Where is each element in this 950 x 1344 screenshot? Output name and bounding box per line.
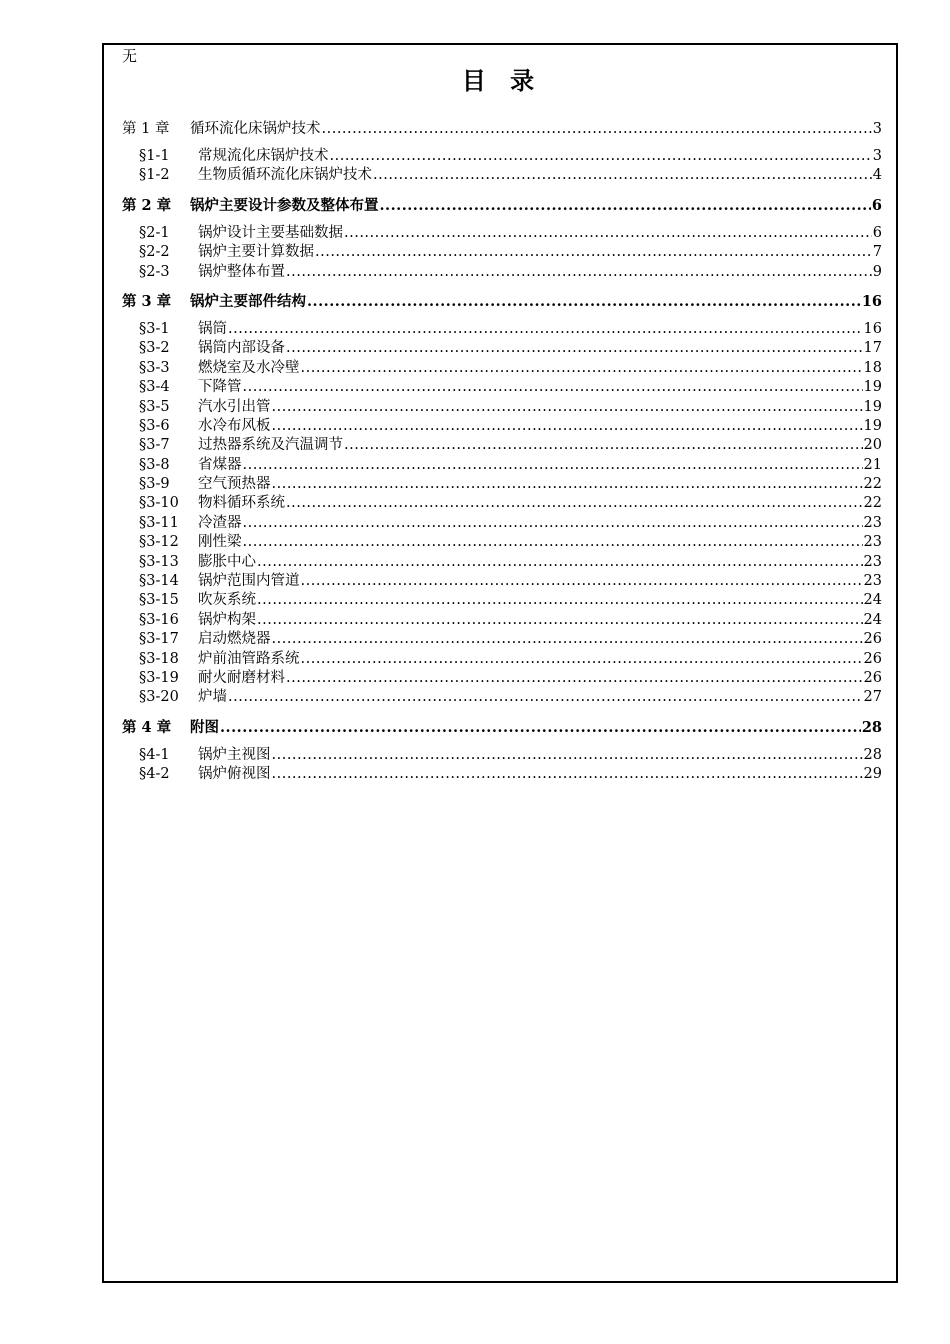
dot-leader bbox=[243, 378, 863, 397]
toc-chapter-1 bbox=[122, 118, 882, 186]
section-number: §2-2 bbox=[139, 244, 170, 261]
dot-leader bbox=[307, 291, 861, 313]
section-number: §3-7 bbox=[139, 437, 170, 454]
section-title: 锅炉主视图 bbox=[198, 746, 271, 763]
toc-section-entry[interactable] bbox=[122, 456, 882, 475]
section-title: 冷渣器 bbox=[198, 514, 242, 531]
section-number: §3-5 bbox=[139, 398, 170, 415]
toc-section-entry[interactable] bbox=[122, 765, 882, 784]
section-title: 空气预热器 bbox=[198, 476, 271, 493]
section-title: 膨胀中心 bbox=[198, 553, 256, 570]
page-number: 19 bbox=[863, 379, 882, 396]
toc-section-entry[interactable] bbox=[122, 224, 882, 243]
chapter-title: 循环流化床锅炉技术 bbox=[190, 121, 321, 137]
section-title: 燃烧室及水冷壁 bbox=[198, 359, 300, 376]
page-number: 16 bbox=[863, 320, 882, 337]
dot-leader bbox=[272, 475, 863, 494]
toc-section-entry[interactable] bbox=[122, 630, 882, 649]
dot-leader bbox=[330, 147, 872, 166]
page-number: 16 bbox=[861, 292, 882, 310]
toc-section-entry[interactable] bbox=[122, 688, 882, 707]
dot-leader bbox=[301, 359, 863, 378]
dot-leader bbox=[315, 243, 872, 262]
section-number: §3-2 bbox=[139, 340, 170, 357]
section-number: §3-17 bbox=[139, 631, 179, 648]
section-number: §3-12 bbox=[139, 534, 179, 551]
page-number: 17 bbox=[863, 340, 882, 357]
toc-section-entry[interactable] bbox=[122, 475, 882, 494]
page-number: 24 bbox=[863, 611, 882, 628]
section-title: 刚性梁 bbox=[198, 534, 242, 551]
chapter-number: 第 3 章 bbox=[122, 292, 172, 310]
dot-leader bbox=[272, 398, 863, 417]
section-number: §4-2 bbox=[139, 766, 170, 783]
section-title: 省煤器 bbox=[198, 456, 242, 473]
toc-chapter-entry[interactable] bbox=[122, 291, 882, 313]
page-number: 26 bbox=[863, 650, 882, 667]
dot-leader bbox=[257, 611, 863, 630]
chapter-number: 第 4 章 bbox=[122, 718, 172, 736]
page-number: 3 bbox=[872, 147, 882, 164]
section-title: 水冷布风板 bbox=[198, 417, 271, 434]
chapter-title: 锅炉主要设计参数及整体布置 bbox=[190, 196, 379, 214]
section-number: §3-4 bbox=[139, 379, 170, 396]
dot-leader bbox=[373, 166, 872, 185]
toc-section-entry[interactable] bbox=[122, 436, 882, 455]
dot-leader bbox=[301, 572, 863, 591]
chapter-title: 附图 bbox=[190, 718, 219, 736]
toc-section-entry[interactable] bbox=[122, 611, 882, 630]
page-number: 22 bbox=[863, 495, 882, 512]
section-title: 锅炉构架 bbox=[198, 611, 256, 628]
toc-section-entry[interactable] bbox=[122, 359, 882, 378]
toc-section-entry[interactable] bbox=[122, 263, 882, 282]
dot-leader bbox=[243, 514, 863, 533]
toc-section-entry[interactable] bbox=[122, 398, 882, 417]
toc-chapter-4 bbox=[122, 717, 882, 785]
toc-chapter-entry[interactable] bbox=[122, 717, 882, 739]
dot-leader bbox=[286, 494, 863, 513]
dot-leader bbox=[344, 436, 863, 455]
section-number: §3-1 bbox=[139, 320, 170, 337]
toc-chapter-entry[interactable] bbox=[122, 195, 882, 217]
dot-leader bbox=[220, 717, 861, 739]
toc-section-entry[interactable] bbox=[122, 591, 882, 610]
page-number: 7 bbox=[872, 244, 882, 261]
section-number: §3-14 bbox=[139, 573, 179, 590]
toc-section-entry[interactable] bbox=[122, 378, 882, 397]
dot-leader bbox=[286, 339, 863, 358]
chapter-title: 锅炉主要部件结构 bbox=[190, 292, 306, 310]
dot-leader bbox=[286, 669, 863, 688]
dot-leader bbox=[257, 553, 863, 572]
section-number: §3-13 bbox=[139, 553, 179, 570]
section-number: §3-9 bbox=[139, 476, 170, 493]
page-number: 20 bbox=[863, 437, 882, 454]
toc-section-entry[interactable] bbox=[122, 669, 882, 688]
chapter-number: 第 2 章 bbox=[122, 196, 172, 214]
page-number: 29 bbox=[863, 766, 882, 783]
section-title: 锅炉主要计算数据 bbox=[198, 244, 314, 261]
section-title: 汽水引出管 bbox=[198, 398, 271, 415]
section-number: §3-3 bbox=[139, 359, 170, 376]
toc-chapter-entry[interactable] bbox=[122, 118, 882, 140]
page-number: 6 bbox=[872, 224, 882, 241]
page-number: 3 bbox=[872, 121, 882, 137]
dot-leader bbox=[228, 320, 863, 339]
section-title: 启动燃烧器 bbox=[198, 631, 271, 648]
dot-leader bbox=[286, 263, 872, 282]
section-number: §3-20 bbox=[139, 689, 179, 706]
section-title: 下降管 bbox=[198, 379, 242, 396]
section-title: 生物质循环流化床锅炉技术 bbox=[198, 167, 372, 184]
dot-leader bbox=[380, 195, 871, 217]
dot-leader bbox=[243, 533, 863, 552]
section-number: §3-8 bbox=[139, 456, 170, 473]
table-of-contents bbox=[122, 118, 882, 794]
section-number: §3-11 bbox=[139, 514, 179, 531]
section-number: §2-1 bbox=[139, 224, 170, 241]
page-number: 23 bbox=[863, 534, 882, 551]
page-number: 26 bbox=[863, 631, 882, 648]
page-number: 23 bbox=[863, 573, 882, 590]
dot-leader bbox=[272, 765, 863, 784]
page-title: 目 录 bbox=[461, 66, 543, 95]
toc-section-entry[interactable] bbox=[122, 147, 882, 166]
page-number: 4 bbox=[872, 167, 882, 184]
dot-leader bbox=[272, 746, 863, 765]
toc-chapter-3 bbox=[122, 291, 882, 708]
chapter-number: 第 1 章 bbox=[122, 121, 170, 137]
toc-section-entry[interactable] bbox=[122, 339, 882, 358]
dot-leader bbox=[243, 456, 863, 475]
section-title: 物料循环系统 bbox=[198, 495, 285, 512]
toc-section-entry[interactable] bbox=[122, 243, 882, 262]
dot-leader bbox=[301, 650, 863, 669]
toc-section-entry[interactable] bbox=[122, 494, 882, 513]
section-title: 常规流化床锅炉技术 bbox=[198, 147, 329, 164]
page-number: 19 bbox=[863, 398, 882, 415]
section-title: 锅筒 bbox=[198, 320, 227, 337]
dot-leader bbox=[228, 688, 863, 707]
toc-section-entry[interactable] bbox=[122, 650, 882, 669]
header-mark: 无 bbox=[122, 47, 138, 65]
toc-section-entry[interactable] bbox=[122, 572, 882, 591]
section-number: §3-15 bbox=[139, 592, 179, 609]
toc-section-entry[interactable] bbox=[122, 320, 882, 339]
section-title: 耐火耐磨材料 bbox=[198, 669, 285, 686]
section-title: 过热器系统及汽温调节 bbox=[198, 437, 343, 454]
dot-leader bbox=[344, 224, 872, 243]
dot-leader bbox=[272, 417, 863, 436]
dot-leader bbox=[257, 591, 863, 610]
dot-leader bbox=[272, 630, 863, 649]
dot-leader bbox=[322, 118, 872, 140]
page-number: 21 bbox=[863, 456, 882, 473]
toc-section-entry[interactable] bbox=[122, 533, 882, 552]
section-number: §3-19 bbox=[139, 669, 179, 686]
section-title: 锅炉设计主要基础数据 bbox=[198, 224, 343, 241]
toc-section-entry[interactable] bbox=[122, 166, 882, 185]
page-number: 9 bbox=[872, 263, 882, 280]
page-number: 23 bbox=[863, 553, 882, 570]
page-number: 6 bbox=[871, 196, 882, 214]
toc-section-entry[interactable] bbox=[122, 553, 882, 572]
section-number: §3-10 bbox=[139, 495, 179, 512]
toc-section-entry[interactable] bbox=[122, 746, 882, 765]
toc-chapter-2 bbox=[122, 195, 882, 282]
section-number: §3-6 bbox=[139, 417, 170, 434]
page-number: 23 bbox=[863, 514, 882, 531]
toc-section-entry[interactable] bbox=[122, 417, 882, 436]
page-number: 28 bbox=[861, 718, 882, 736]
section-number: §3-16 bbox=[139, 611, 179, 628]
page-number: 27 bbox=[863, 689, 882, 706]
section-title: 锅炉范围内管道 bbox=[198, 573, 300, 590]
page-number: 19 bbox=[863, 417, 882, 434]
page-number: 22 bbox=[863, 476, 882, 493]
section-number: §1-2 bbox=[139, 167, 170, 184]
page-number: 26 bbox=[863, 669, 882, 686]
page-number: 28 bbox=[863, 746, 882, 763]
page-number: 18 bbox=[863, 359, 882, 376]
section-title: 锅筒内部设备 bbox=[198, 340, 285, 357]
section-title: 炉前油管路系统 bbox=[198, 650, 300, 667]
section-number: §4-1 bbox=[139, 746, 170, 763]
section-title: 吹灰系统 bbox=[198, 592, 256, 609]
section-number: §3-18 bbox=[139, 650, 179, 667]
section-number: §1-1 bbox=[139, 147, 170, 164]
section-title: 锅炉俯视图 bbox=[198, 766, 271, 783]
section-number: §2-3 bbox=[139, 263, 170, 280]
toc-section-entry[interactable] bbox=[122, 514, 882, 533]
section-title: 锅炉整体布置 bbox=[198, 263, 285, 280]
page-number: 24 bbox=[863, 592, 882, 609]
section-title: 炉墙 bbox=[198, 689, 227, 706]
